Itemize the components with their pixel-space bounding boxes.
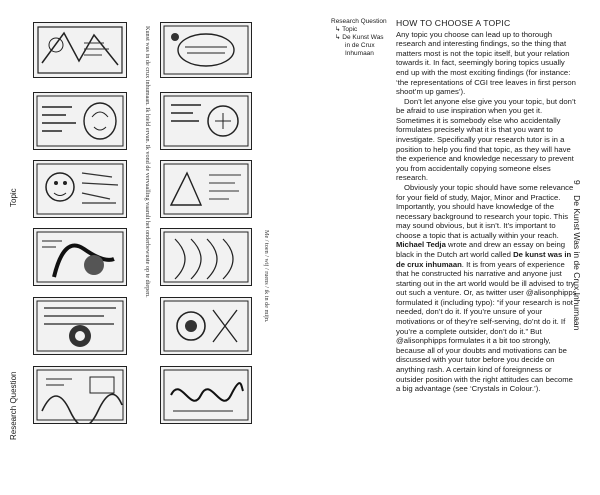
paragraph-text: . It is from years of experience that he constructed his narrative and anyone just starting out in the art world would be ill advised to try out such a venture. Or, as twitter user @alisonphipps formulated it (including typo): “if your research is not needed, don’t do it. If you’re unsure of your motivations or of they’re self-serving, do’nt do it. If you’re a complete outsider, don’t do it.” But @alisonphipps formulates it a bit too strongly, because all of your doubts and motivations can be discussed with your tutor before you decide on anything rash. A certain kind of foreignness or outsider position with the right attitudes can become a big advantage (see ‘Crystals in Colour.’). xyxy=(396,259,577,394)
paragraph-text: Obviously your topic should have some relevance for your field of study, Major, Minor and Practice. Importantly, you should have knowledge of the necessary background to research your topic. This may sound obvious, but it isn’t. It’s important to choose a topic that is actually within your reach. xyxy=(396,182,574,240)
section-label-topic: Topic xyxy=(9,188,18,207)
drawing-sketch xyxy=(34,229,126,285)
paragraph: Any topic you choose can lead up to thorough research and interesting findings, so the thing that matters most is not the topic itself, but your relation towards it. In fact, seemingly boring topics usually end up with the most exciting findings (for instance: ‘the representations of CGI tree leaves in first person shoot’m up games’). xyxy=(396,29,576,97)
paragraph: Don’t let anyone else give you your topic, but don’t be afraid to use inspiration when you get it. Sometimes it is somebody else who accidentally formulates precisely what it is that you want to investigate. Specifically your research tutor is in a position to help you find that topic, as they will have the experience and knowledge necessary to prevent you from accidentally copying someone elses research. xyxy=(396,96,576,183)
margin-note xyxy=(331,18,391,58)
drawing-sketch xyxy=(161,161,251,217)
illustration-card xyxy=(160,92,252,150)
article-heading: HOW TO CHOOSE A TOPIC xyxy=(396,18,511,28)
drawing-sketch xyxy=(34,367,126,423)
drawing-sketch xyxy=(161,23,251,77)
margin-note-line: Inhumaan xyxy=(345,49,374,57)
margin-note-line: ↳ De Kunst Was xyxy=(335,33,384,41)
margin-note-line: ↳ Topic xyxy=(335,25,358,33)
author-name: Michael Tedja xyxy=(396,240,446,250)
illustration-caption: Kunst was in de crux inhumaan. Ik hield ervan. Ik vond de vervaalling vaarult het onderbewuste op te diepen. xyxy=(144,26,151,298)
drawing-sketch xyxy=(34,298,126,354)
drawing-sketch xyxy=(161,229,251,285)
margin-note-line: Research Question xyxy=(331,18,387,25)
drawing-sketch xyxy=(161,93,251,149)
drawing-sketch xyxy=(161,298,251,354)
illustration-card xyxy=(33,92,127,150)
paragraph xyxy=(396,183,578,394)
drawing-sketch xyxy=(161,367,251,423)
illustration-card xyxy=(160,228,252,286)
drawing-sketch xyxy=(34,93,126,149)
illustration-card xyxy=(160,366,252,424)
article-body xyxy=(396,18,578,394)
page-number: 9 xyxy=(572,180,582,185)
section-label-research-question: Research Question xyxy=(9,371,18,440)
paragraph-text: wrote and drew an essay on being black in the Dutch art world called xyxy=(396,240,566,259)
drawing-sketch xyxy=(34,23,126,77)
running-header xyxy=(572,180,582,330)
illustration-card xyxy=(160,160,252,218)
running-header-title: De Kunst Was in de Crux Inhumaan xyxy=(572,195,582,331)
illustration-card xyxy=(160,22,252,78)
illustration-card xyxy=(33,297,127,355)
illustration-card xyxy=(33,22,127,78)
illustration-card xyxy=(160,297,252,355)
margin-note-line: in de Crux xyxy=(345,41,375,49)
illustration-card xyxy=(33,228,127,286)
essay-title: De kunst was in de crux inhumaan xyxy=(396,249,572,269)
illustration-card xyxy=(33,366,127,424)
illustration-caption-secondary: Me / toen / wij / ruens / ik in de mijn. xyxy=(263,230,270,323)
illustration-card xyxy=(33,160,127,218)
drawing-sketch xyxy=(34,161,126,217)
